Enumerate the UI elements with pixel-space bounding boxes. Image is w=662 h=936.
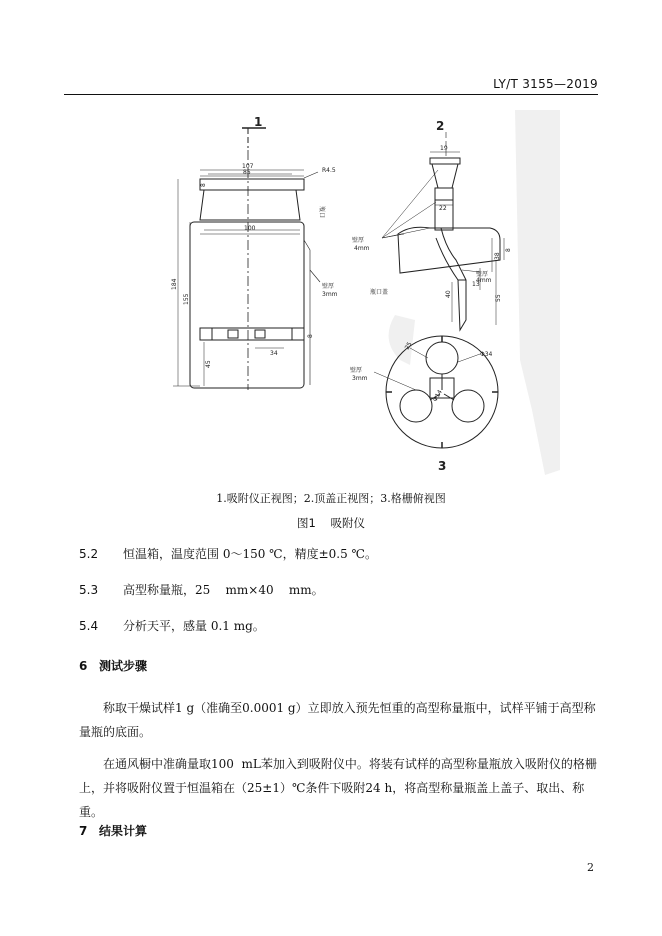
cap-view-labels [352, 119, 512, 302]
header-rule [64, 94, 598, 95]
section-6-heading [79, 657, 147, 674]
adsorber-figure [160, 110, 560, 485]
clause-5-4 [79, 617, 265, 634]
standard-code: LY/T 3155—2019 [493, 77, 598, 91]
dim-phi14: Φ14 [431, 388, 444, 403]
clause-title: 恒温箱， [123, 547, 172, 561]
section-number: 7 [79, 824, 88, 838]
figure-views-caption: 1.吸附仪正视图；2.顶盖正视图；3.格栅俯视图 [216, 492, 446, 505]
dim-34: 34 [270, 350, 278, 357]
dim-22: 22 [439, 205, 447, 212]
figure-title: 图1 吸附仪 [297, 516, 365, 530]
label-mouth-cap: 瓶口盖 [370, 289, 389, 296]
dim-phi34: Φ34 [480, 351, 493, 358]
dim-8-cap: 8 [505, 248, 512, 252]
page-number: 2 [587, 861, 594, 874]
view-label-1: 1 [254, 115, 263, 129]
section-6-paragraph-1: 称取干燥试样1 g（准确至0.0001 g）立即放入预先恒重的高型称量瓶中，试样平铺于高型称量瓶的底面。 [79, 701, 596, 739]
clause-5-2 [79, 545, 377, 562]
grid-view-labels [350, 341, 493, 473]
dim-55: 55 [495, 294, 502, 302]
dim-100: 100 [244, 225, 256, 232]
clause-text: 温度范围 0～150 ℃，精度±0.5 ℃。 [171, 547, 377, 561]
clause-text: 感量 0.1 mg。 [183, 619, 265, 633]
dim-3mm-front: 3mm [322, 291, 338, 298]
clause-number: 5.2 [79, 547, 99, 561]
label-wall-cap-right: 壁厚 [476, 271, 489, 278]
section-title: 测试步骤 [99, 659, 148, 673]
section-number: 6 [79, 659, 88, 673]
dim-38: 38 [494, 252, 501, 260]
dim-184: 184 [171, 278, 178, 290]
section-6-paragraph-2: 在通风橱中准确量取100 mL苯加入到吸附仪中。将装有试样的高型称量瓶放入吸附仪的格栅上，并将吸附仪置于恒温箱在（25±1）℃条件下吸附24 h，将高型称量瓶盖上盖子、取出、称重。 [79, 757, 597, 819]
label-wall-grid: 壁厚 [350, 367, 363, 374]
dim-8-grid: 8 [307, 334, 314, 338]
dim-4mm-cap: 4mm [354, 245, 370, 252]
section-7-heading [79, 822, 147, 839]
dim-25: 25 [403, 340, 414, 351]
dim-85: 85 [243, 169, 251, 176]
clause-title: 高型称量瓶， [123, 583, 196, 597]
view-label-3: 3 [438, 459, 447, 473]
dim-4mm-cap-right: 4mm [476, 277, 492, 284]
dim-8-top: 8 [200, 183, 207, 187]
section-title: 结果计算 [99, 824, 148, 838]
clause-title: 分析天平， [123, 619, 184, 633]
label-mouth-front: 瓶口 [318, 206, 325, 219]
clause-number: 5.3 [79, 583, 99, 597]
clause-number: 5.4 [79, 619, 99, 633]
front-view-labels [171, 115, 338, 368]
dim-r45: R4.5 [322, 167, 336, 174]
dim-155: 155 [183, 293, 190, 305]
view-label-2: 2 [436, 119, 445, 133]
label-wall-cap-top: 壁厚 [352, 237, 365, 244]
dim-13: 13 [472, 281, 480, 288]
cap-view [382, 132, 504, 330]
label-wall-front: 壁厚 [322, 283, 335, 290]
clause-text: 25 mm×40 mm。 [195, 583, 324, 597]
dim-19: 19 [440, 145, 448, 152]
dim-3mm-grid: 3mm [352, 375, 368, 382]
dim-45: 45 [205, 360, 212, 368]
dim-40: 40 [445, 290, 452, 298]
dim-107: 107 [242, 163, 254, 170]
clause-5-3 [79, 581, 324, 598]
